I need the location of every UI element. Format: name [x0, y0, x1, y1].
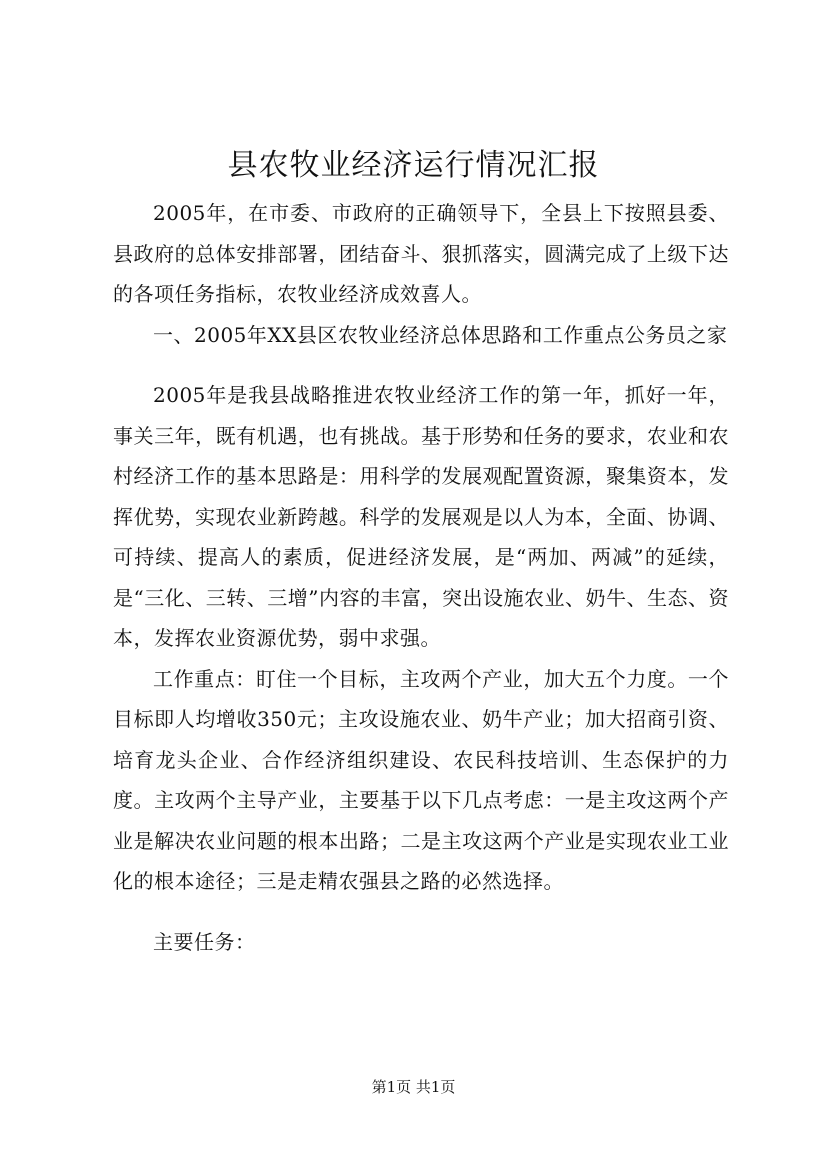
document-title: 县农牧业经济运行情况汇报 — [227, 148, 600, 183]
paragraph-key-work: 工作重点：盯住一个目标，主攻两个产业，加大五个力度。一个目标即人均增收350元；主攻设施农业、奶牛产业；加大招商引资、培育龙头企业、合作经济组织建设、农民科技培训、生态保护的力度。主攻两个主导产业，主要基于以下几点考虑：一是主攻这两个产业是解决农业问题的根本出路；二是主攻这两个产业是实现农业工业化的根本途径；三是走精农强县之路的必然选择。 — [113, 666, 729, 893]
section-heading-1: 一、2005年XX县区农牧业经济总体思路和工作重点公务员之家 — [153, 322, 728, 347]
paragraph-overview: 2005年是我县战略推进农牧业经济工作的第一年，抓好一年，事关三年，既有机遇，也有挑战。基于形势和任务的要求，农业和农村经济工作的基本思路是：用科学的发展观配置资源，聚集资本，发挥优势，实现农业新跨越。科学的发展观是以人为本，全面、协调、可持续、提高人的素质，促进经济发展，是“两加、两减”的延续，是“三化、三转、三增”内容的丰富，突出设施农业、奶牛、生态、资本，发挥农业资源优势，弱中求强。 — [113, 383, 729, 650]
paragraph-intro: 2005年，在市委、市政府的正确领导下，全县上下按照县委、县政府的总体安排部署，团结奋斗、狠抓落实，圆满完成了上级下达的各项任务指标，农牧业经济成效喜人。 — [113, 201, 729, 306]
document-body — [113, 193, 729, 962]
page-footer: 第1页 共1页 — [371, 1078, 456, 1096]
paragraph-main-tasks: 主要任务： — [153, 929, 256, 954]
